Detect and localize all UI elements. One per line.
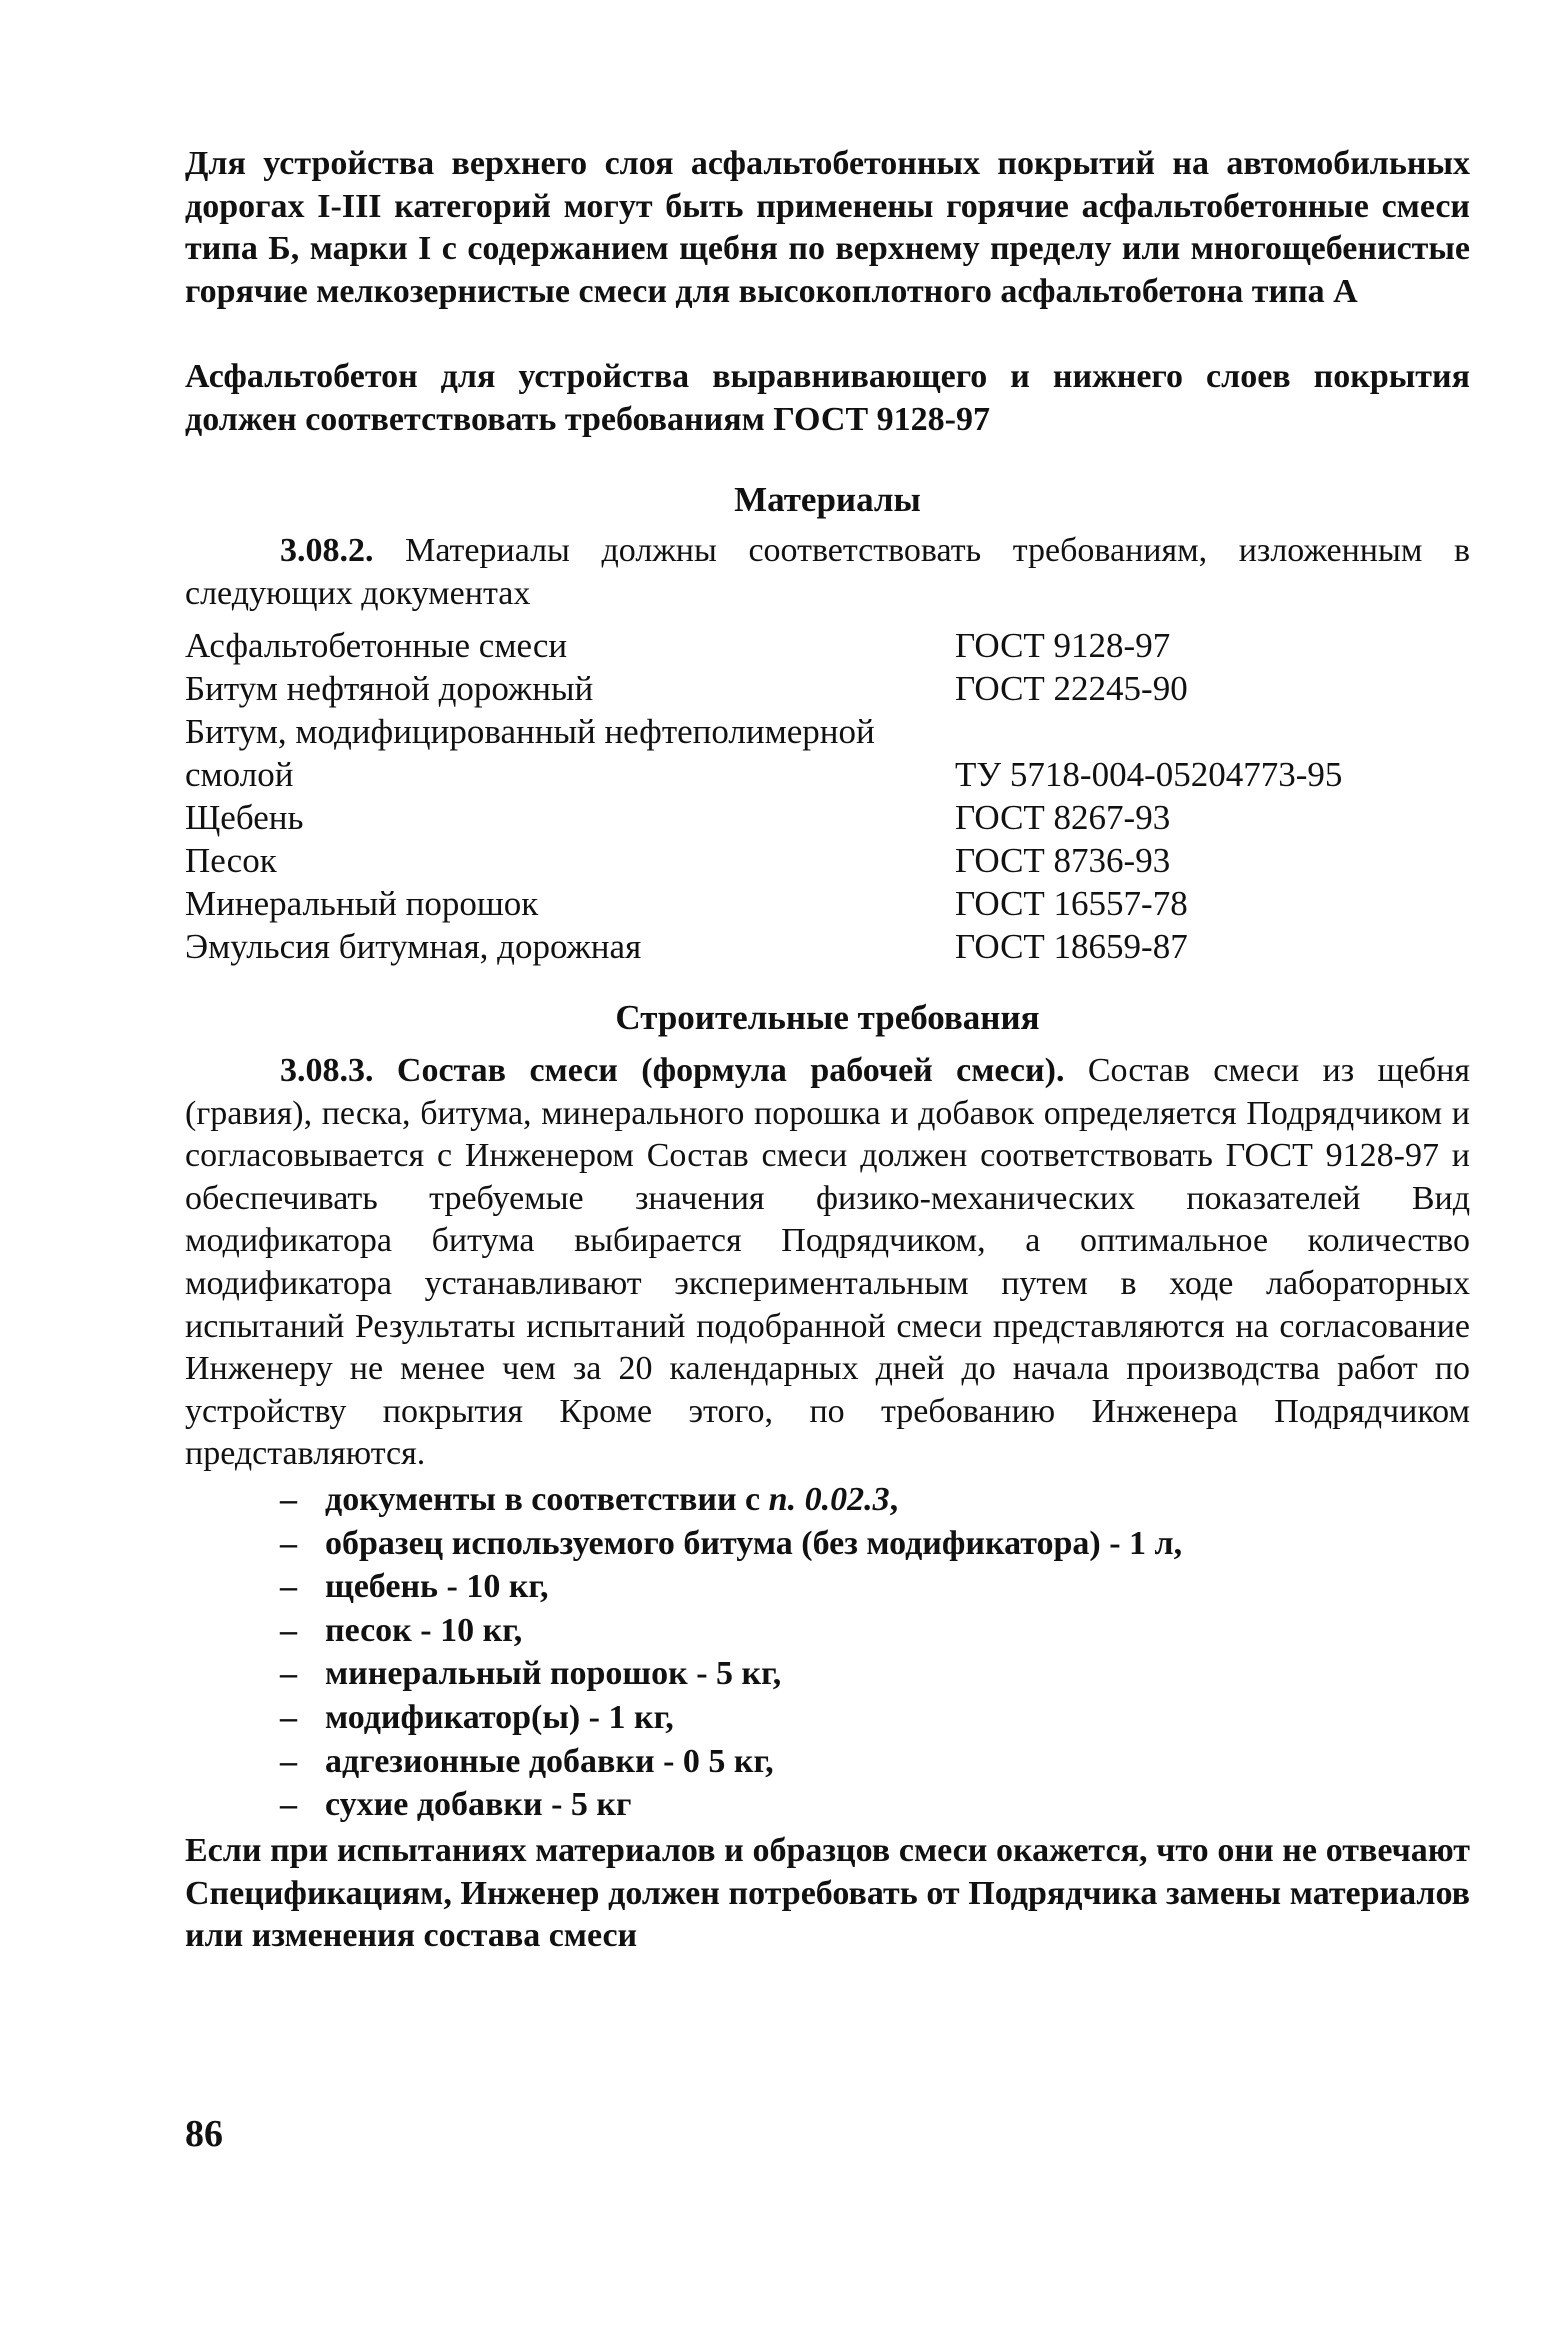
materials-heading: Материалы	[734, 480, 921, 519]
list-item	[280, 1652, 1380, 1696]
construction-heading: Строительные требования	[615, 998, 1040, 1037]
doc-code: ГОСТ 8736-93	[955, 841, 1171, 880]
list-item-text: минеральный порошок - 5 кг,	[325, 1655, 782, 1693]
doc-row	[185, 625, 1470, 667]
list-item-text: щебень - 10 кг,	[325, 1568, 549, 1606]
construction-clause-text: Состав смеси из щебня (гравия), песка, битума, минерального порошка и добавок определяется Подрядчиком и согласовывается с Инженером Состав смеси должен соответствовать ГОСТ 9128-97 и обеспечивать требуемые значения физико-механических показателей Вид модификатора битума выбирается Подрядчиком, а оптимальное количество модификатора устанавливают экспериментальным путем в ходе лабораторных испытаний Результаты испытаний подобранной смеси представляются на согласование Инженеру не менее чем за 20 календарных дней до начала производства работ по устройству покрытия Кроме этого, по требованию Инженера Подрядчиком представляются.	[185, 1052, 1470, 1473]
doc-code: ГОСТ 9128-97	[955, 626, 1171, 665]
dash-bullet: –	[280, 1524, 297, 1562]
dash-bullet: –	[280, 1611, 297, 1649]
doc-name: смолой	[185, 755, 294, 794]
materials-clause-text: Материалы должны соответствовать требованиям, изложенным в следующих документах	[185, 532, 1470, 612]
doc-row	[185, 797, 1470, 839]
doc-name: Эмульсия битумная, дорожная	[185, 927, 642, 966]
construction-clause-title: 3.08.3. Состав смеси (формула рабочей смеси).	[280, 1052, 1065, 1089]
dash-bullet: –	[280, 1568, 297, 1606]
doc-code: ГОСТ 16557-78	[955, 884, 1188, 923]
list-item	[280, 1696, 1380, 1740]
dash-bullet: –	[280, 1742, 297, 1780]
doc-row	[185, 668, 1470, 710]
doc-name: Битум нефтяной дорожный	[185, 669, 594, 708]
list-item-text: адгезионные добавки - 0 5 кг,	[325, 1742, 774, 1780]
doc-row	[185, 840, 1470, 882]
construction-clause	[185, 1050, 1470, 1476]
list-item-punct: ,	[889, 1481, 899, 1518]
doc-code: ГОСТ 22245-90	[955, 669, 1188, 708]
list-item-text: сухие добавки - 5 кг	[325, 1786, 632, 1824]
doc-code: ГОСТ 8267-93	[955, 798, 1171, 837]
doc-name: Минеральный порошок	[185, 884, 539, 923]
doc-row	[185, 883, 1470, 925]
dash-bullet: –	[280, 1655, 297, 1693]
list-item-text: песок - 10 кг,	[325, 1611, 523, 1649]
list-item	[280, 1478, 1380, 1522]
list-item-text: документы в соответствии с	[325, 1481, 769, 1518]
doc-row	[185, 754, 1470, 796]
dash-bullet: –	[280, 1786, 297, 1824]
list-item	[280, 1522, 1380, 1566]
materials-clause	[185, 530, 1470, 615]
doc-code: ГОСТ 18659-87	[955, 927, 1188, 966]
doc-name: Битум, модифицированный нефтеполимерной	[185, 712, 875, 751]
list-item	[280, 1609, 1380, 1653]
intro-paragraph-1: Для устройства верхнего слоя асфальтобетонных покрытий на автомобильных дорогах I-III категорий могут быть применены горячие асфальтобетонные смеси типа Б, марки I с содержанием щебня по верхнему пределу или многощебенистые горячие мелкозернистые смеси для высокоплотного асфальтобетона типа А	[185, 145, 1470, 310]
doc-row	[185, 926, 1470, 968]
list-item	[280, 1740, 1380, 1784]
list-item	[280, 1783, 1380, 1827]
submission-list	[280, 1478, 1380, 1827]
doc-name: Песок	[185, 841, 277, 880]
clause-reference: п. 0.02.3	[768, 1481, 890, 1518]
dash-bullet: –	[280, 1698, 297, 1736]
list-item-text: модификатор(ы) - 1 кг,	[325, 1698, 674, 1736]
dash-bullet: –	[280, 1481, 297, 1518]
list-item	[280, 1565, 1380, 1609]
doc-row	[185, 711, 1470, 753]
doc-name: Щебень	[185, 798, 304, 837]
final-paragraph: Если при испытаниях материалов и образцов смеси окажется, что они не отвечают Спецификациям, Инженер должен потребовать от Подрядчика замены материалов или изменения состава смеси	[185, 1832, 1470, 1955]
doc-code: ТУ 5718-004-05204773-95	[955, 755, 1343, 794]
materials-clause-number: 3.08.2.	[280, 532, 374, 569]
intro-paragraph-2: Асфальтобетон для устройства выравнивающего и нижнего слоев покрытия должен соответствовать требованиям ГОСТ 9128-97	[185, 358, 1470, 438]
page-number: 86	[185, 2113, 223, 2155]
doc-name: Асфальтобетонные смеси	[185, 626, 568, 665]
list-item-text: образец используемого битума (без модификатора) - 1 л,	[325, 1524, 1183, 1562]
